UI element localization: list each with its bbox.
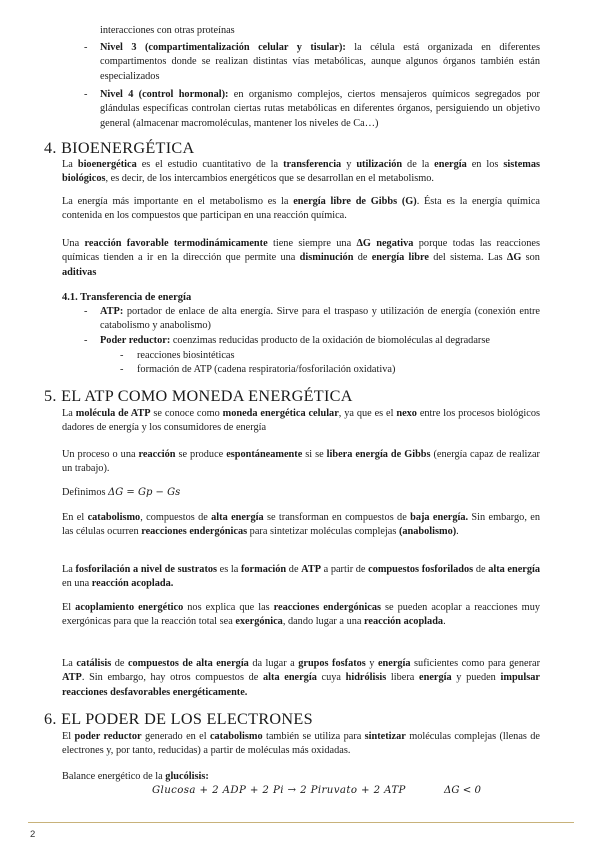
bold-term: catabolismo — [209, 731, 263, 742]
list-item-atp: ATP: portador de enlace de alta energía. Sirve para el traspaso y utilización de energía (conexión entre catabolismo y anabolismo) — [100, 306, 540, 332]
bold-term: reacción favorable termodinámicamente — [84, 238, 268, 249]
text-run: si se — [302, 449, 327, 460]
sublist-item: formación de ATP (cadena respiratoria/fosforilación oxidativa) — [137, 364, 396, 375]
text-run: cuya — [316, 672, 346, 684]
section-5-title: 5. EL ATP COMO MONEDA ENERGÉTICA — [44, 387, 353, 405]
bold-term: nexo — [396, 408, 417, 419]
text-run: de la — [402, 159, 435, 170]
text-run: (energía capaz de realizar un trabajo). — [62, 449, 540, 475]
text-run: , dando lugar a una — [282, 616, 365, 628]
bold-term: hidrólisis — [345, 672, 387, 684]
s6-paragraph-2 — [62, 770, 540, 784]
bullet-dash: - — [84, 42, 88, 53]
text-run: a partir de — [321, 564, 369, 575]
bold-term: reacciones endergónicas — [141, 526, 248, 538]
text-run: de — [473, 564, 489, 575]
text-run: moléculas complejas (llenas de electrones y, por tanto, reducidas) a partir de moléculas más oxidadas. — [62, 731, 540, 757]
s6-paragraph-1 — [62, 730, 540, 759]
bold-term: energía — [434, 159, 467, 170]
bold-term: catálisis — [76, 658, 112, 669]
bold-term: alta energía — [211, 512, 264, 523]
text-run: generado en el — [141, 731, 210, 742]
bold-term: energía — [419, 672, 452, 684]
text-run: suficientes como para generar — [410, 658, 541, 669]
s5-paragraph-4 — [62, 511, 540, 540]
bold-term: formación — [240, 564, 287, 575]
s5-paragraph-5 — [62, 563, 540, 592]
bold-term: sintetizar — [364, 731, 406, 742]
text-run: también se utiliza para — [262, 731, 365, 742]
text-run: Sin embargo, en las células ocurren — [62, 512, 540, 538]
bold-term: aditivas — [62, 266, 97, 278]
s4-paragraph-2 — [62, 195, 540, 224]
page-number: 2 — [30, 829, 36, 840]
delta-g-formula: ΔG = Gp − Gs — [108, 487, 181, 498]
text-run: La — [62, 658, 77, 669]
text-run: Una — [62, 238, 85, 249]
bold-term: glucólisis: — [165, 771, 209, 782]
s5-paragraph-7 — [62, 657, 540, 700]
bold-term: reacción acoplada. — [91, 578, 174, 590]
bullet-dash: - — [120, 364, 124, 375]
bullet-dash: - — [84, 306, 88, 317]
glycolysis-delta-g: ΔG < 0 — [444, 785, 481, 796]
bold-term: moneda energética celular — [222, 408, 339, 419]
text-run: son — [521, 252, 540, 264]
s4-paragraph-1 — [62, 158, 540, 187]
bold-term: exergónica — [235, 616, 283, 628]
text-run: en los — [466, 159, 504, 170]
text-run: . Ésta es la energía química contenida en los compuestos que participan en una reacción química. — [62, 196, 540, 222]
bold-term: catabolismo — [87, 512, 141, 523]
bold-term: alta energía — [488, 564, 541, 575]
text-run: da lugar a — [248, 658, 299, 669]
bold-term: reacciones endergónicas — [273, 602, 381, 613]
s5-paragraph-6 — [62, 601, 540, 630]
text-run: El — [62, 731, 75, 742]
footer-rule — [28, 822, 574, 823]
text-run: libera — [386, 672, 420, 684]
bold-term: compuestos fosforilados — [368, 564, 474, 575]
text-run: El — [62, 602, 76, 613]
bold-term: energía libre — [371, 252, 429, 264]
text-run: de — [353, 252, 372, 264]
bold-term: ΔG — [506, 252, 522, 264]
text-run: se transforman en compuestos de — [263, 512, 411, 523]
bold-term: energía libre de Gibbs (G) — [293, 196, 417, 207]
text-run: Balance energético de la — [62, 771, 166, 782]
text-run: de — [286, 564, 302, 575]
text-run: es la — [217, 564, 241, 575]
text-run: La — [62, 564, 76, 575]
bold-term: poder reductor — [74, 731, 142, 742]
text-run: tiene siempre una — [267, 238, 357, 249]
text-run: se conoce como — [150, 408, 223, 419]
text-run: se pueden acoplar a reacciones muy exergónicas para que la reacción total sea — [62, 602, 540, 628]
text-run: de — [111, 658, 128, 669]
s5-paragraph-3: Definimos ΔG = Gp − Gs — [62, 487, 181, 498]
text-run: La energía más importante en el metabolismo es la — [62, 196, 294, 207]
bullet-dash: - — [84, 89, 88, 100]
bold-term: reacción — [138, 449, 176, 460]
bold-term: alta energía — [263, 672, 317, 684]
s5-paragraph-2 — [62, 448, 540, 477]
text-run: es el estudio cuantitativo de la — [136, 159, 284, 170]
bold-term: molécula de ATP — [75, 408, 151, 419]
text-run: y pueden — [451, 672, 501, 684]
text-run: . Sin embargo, hay otros compuestos de — [81, 672, 263, 684]
bullet-dash: - — [120, 350, 124, 361]
list-continuation: interacciones con otras proteínas — [100, 25, 235, 36]
bold-term: impulsar reacciones desfavorables energéticamente. — [62, 672, 540, 698]
bold-term: ATP — [301, 564, 321, 575]
bold-term: reacción acoplada — [364, 616, 444, 628]
bold-term: grupos fosfatos — [298, 658, 366, 669]
bold-term: disminución — [299, 252, 354, 264]
text-run: , compuestos de — [140, 512, 212, 523]
bold-term: espontáneamente — [226, 449, 303, 460]
bold-term: ΔG negativa — [356, 238, 414, 249]
text-run: Un proceso o una — [62, 449, 139, 460]
bold-term: bioenergética — [77, 159, 137, 170]
text-run: , ya que es el — [338, 408, 397, 419]
text-run: . — [443, 616, 446, 628]
bold-term: acoplamiento energético — [75, 602, 184, 613]
text-run: y — [341, 159, 357, 170]
section-4-title: 4. BIOENERGÉTICA — [44, 139, 195, 157]
text-run: , es decir, de los intercambios energéticos que se desarrollan en el metabolismo. — [105, 173, 434, 185]
bold-term: transferencia — [283, 159, 342, 170]
bold-term: energía — [377, 658, 411, 669]
list-item-poder-reductor: Poder reductor: coenzimas reducidas producto de la oxidación de biomoléculas al degradarse — [100, 335, 490, 346]
section-6-title: 6. EL PODER DE LOS ELECTRONES — [44, 710, 313, 728]
bold-term: baja energía. — [410, 512, 469, 523]
bold-term: libera energía de Gibbs — [326, 449, 431, 460]
bold-term: sistemas biológicos — [62, 159, 541, 185]
text-run: . — [456, 526, 459, 538]
text-run: nos explica que las — [183, 602, 274, 613]
bold-term: utilización — [356, 159, 403, 170]
text-run: y — [365, 658, 378, 669]
glycolysis-equation: Glucosa + 2 ADP + 2 Pi → 2 Piruvato + 2 ATP — [152, 785, 406, 796]
text-run: entre los procesos biológicos dadores de energía y los consumidores de energía — [62, 408, 540, 434]
subsection-4-1-title: 4.1. Transferencia de energía — [62, 292, 192, 303]
bold-term: ATP — [62, 672, 82, 684]
text-run: La — [62, 159, 78, 170]
text-run: se produce — [175, 449, 227, 460]
bullet-dash: - — [84, 335, 88, 346]
bold-term: compuestos de alta energía — [127, 658, 249, 669]
text-run: para sintetizar moléculas complejas — [247, 526, 399, 538]
sublist-item: reacciones biosintéticas — [137, 350, 235, 361]
text-run: En el — [62, 512, 88, 523]
text-run: porque todas las reacciones químicas tienden a ir en la dirección que permite una — [62, 238, 540, 264]
text-run: en una — [62, 578, 92, 590]
text-run: La — [62, 408, 76, 419]
text-run: del sistema. Las — [428, 252, 507, 264]
bold-term: fosforilación a nivel de sustratos — [75, 564, 218, 575]
s5-paragraph-1 — [62, 407, 540, 436]
list-item-nivel4: Nivel 4 (control hormonal): en organismo complejos, ciertos mensajeros químicos segregados por glándulas específicas controlan ciertas rutas metabólicas en diferentes órganos, persiguiendo un objetivo general (almacenar macromoléculas, mantener los niveles de Ca…) — [100, 89, 540, 129]
list-item-nivel3: Nivel 3 (compartimentalización celular y tisular): la célula está organizada en diferentes compartimentos donde se realizan distintas vías metabólicas, aunque algunos órganos también están especializados — [100, 42, 540, 82]
bold-term: (anabolismo) — [398, 526, 457, 538]
s4-paragraph-3 — [62, 237, 540, 280]
